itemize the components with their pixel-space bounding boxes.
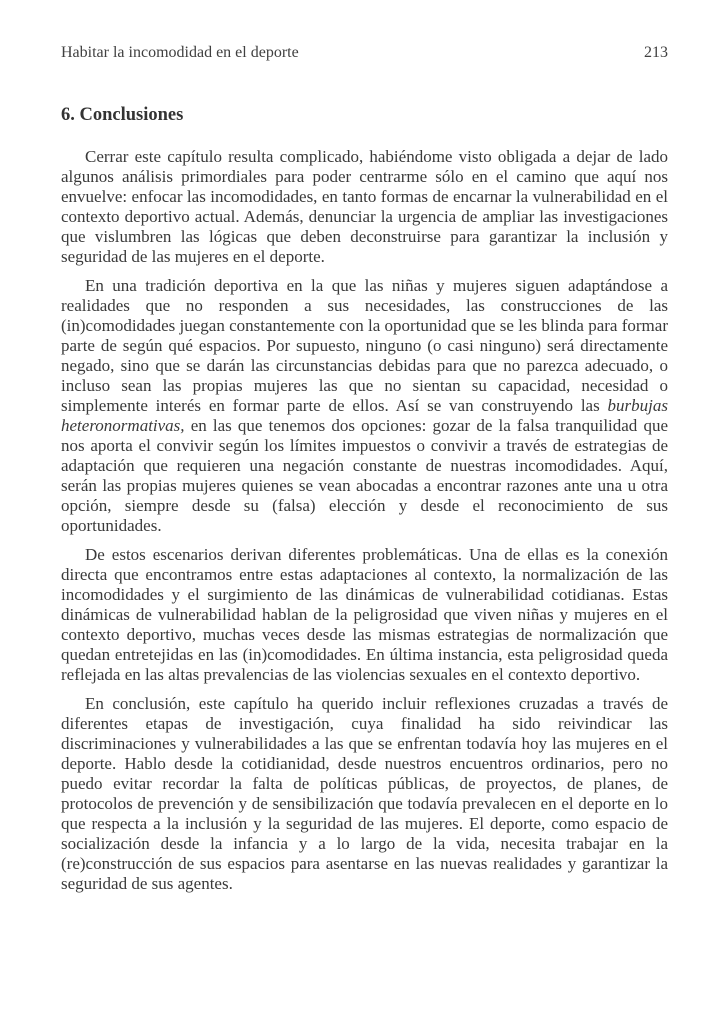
running-header xyxy=(61,44,668,62)
italic-run: burbujas heteronormativas, xyxy=(61,396,668,435)
paragraph xyxy=(61,147,668,267)
page-number: 213 xyxy=(644,44,668,61)
text-run: En conclusión, este capítulo ha querido incluir reflexiones cruzadas a través de diferentes etapas de investigación, cuya finalidad ha sido reivindicar las discriminaciones y vulnerabilidades a las que se enfrentan todavía hoy las mujeres en el deporte. Hablo desde la cotidianidad, desde nuestros encuentros ordinarios, pero no puedo evitar recordar la falta de políticas públicas, de proyectos, de planes, de protocolos de prevención y de sensibilización que todavía prevalecen en el deporte en lo que respecta a la inclusión y la seguridad de las mujeres. El deporte, como espacio de socialización desde la infancia y a lo largo de la vida, necesita trabajar en la (re)construcción de sus espacios para asentarse en las nuevas realidades y garantizar la seguridad de sus agentes. xyxy=(61,694,668,893)
text-run: En una tradición deportiva en la que las niñas y mujeres siguen adaptándose a realidades que no responden a sus necesidades, las construcciones de las (in)comodidades juegan constantemente con la oportunidad que se les blinda para formar parte de según qué espacios. Por supuesto, ninguno (o casi ninguno) será directamente negado, sino que se darán las circunstancias debidas para que no parezca adecuado, o incluso sean las propias mujeres las que no sientan su capacidad, necesidad o simplemente interés en formar parte de ellos. Así se van construyendo las xyxy=(61,276,668,415)
paragraph xyxy=(61,545,668,685)
paragraph xyxy=(61,276,668,536)
body-text xyxy=(61,147,668,894)
text-run: en las que tenemos dos opciones: gozar de la falsa tranquilidad que nos aporta el convivir según los límites impuestos o convivir a través de estrategias de adaptación que requieren una negación constante de nuestras incomodidades. Aquí, serán las propias mujeres quienes se vean abocadas a encontrar razones ante una u otra opción, siempre desde su (falsa) elección y desde el reconocimiento de sus oportunidades. xyxy=(61,416,668,535)
section-heading: 6. Conclusiones xyxy=(61,105,184,125)
running-title: Habitar la incomodidad en el deporte xyxy=(61,44,299,61)
text-run: De estos escenarios derivan diferentes problemáticas. Una de ellas es la conexión directa que encontramos entre estas adaptaciones al contexto, la normalización de las incomodidades y el surgimiento de las dinámicas de vulnerabilidad cotidianas. Estas dinámicas de vulnerabilidad hablan de la peligrosidad que viven niñas y mujeres en el contexto deportivo, muchas veces desde las mismas estrategias de normalización que quedan entretejidas en las (in)comodidades. En última instancia, esta peligrosidad queda reflejada en las altas prevalencias de las violencias sexuales en el contexto deportivo. xyxy=(61,545,668,684)
text-run: Cerrar este capítulo resulta complicado, habiéndome visto obligada a dejar de lado algunos análisis primordiales para poder centrarme sólo en el camino que aquí nos envuelve: enfocar las incomodidades, en tanto formas de encarnar la vulnerabilidad en el contexto deportivo actual. Además, denunciar la urgencia de ampliar las investigaciones que vislumbren las lógicas que deben deconstruirse para garantizar la inclusión y seguridad de las mujeres en el deporte. xyxy=(61,147,668,266)
paragraph xyxy=(61,694,668,894)
